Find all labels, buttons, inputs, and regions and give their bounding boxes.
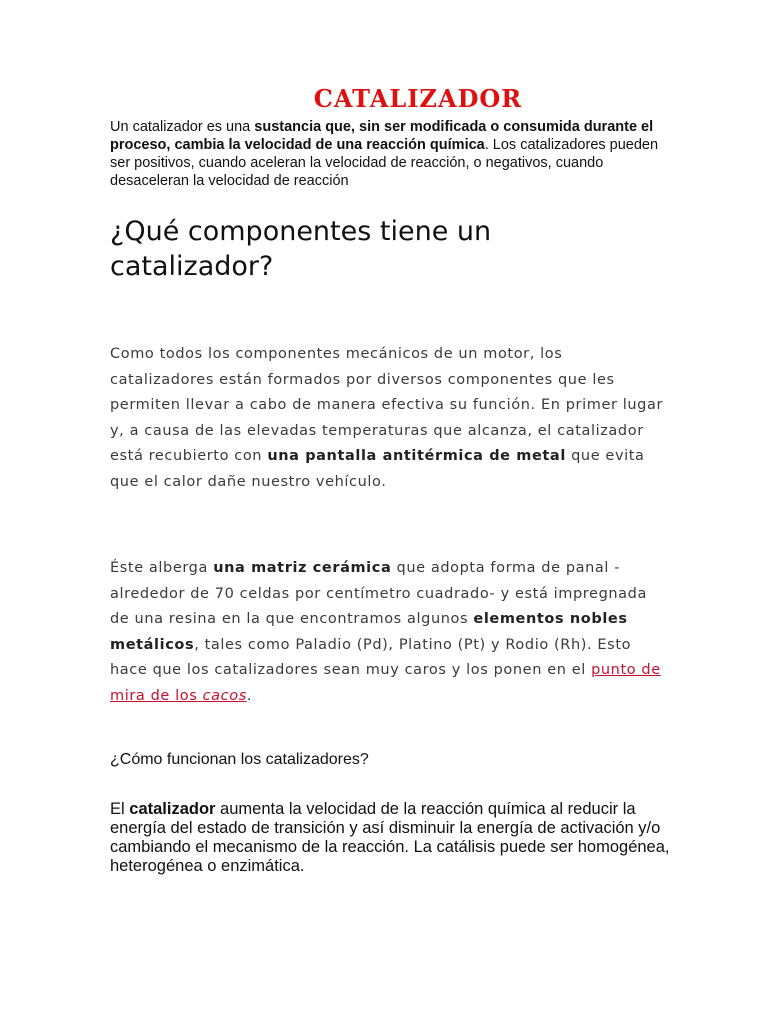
thieves-link-text: punto de mira de los xyxy=(110,662,661,704)
how-it-works-paragraph xyxy=(110,800,670,876)
components-heading: ¿Qué componentes tiene un catalizador? xyxy=(110,216,492,282)
intro-text-1: Un catalizador es una xyxy=(110,119,255,135)
thieves-link-italic: cacos xyxy=(202,687,247,704)
how-it-works-heading: ¿Cómo funcionan los catalizadores? xyxy=(110,751,369,768)
closing-bold-catalyst: catalizador xyxy=(129,800,216,818)
matrix-text-3: , tales como Paladio (Pd), Platino (Pt) y Rodio (Rh). Esto hace que los catalizadores sean muy caros y los ponen en el xyxy=(110,636,632,678)
matrix-bold-ceramic: una matriz cerámica xyxy=(213,560,392,576)
matrix-text-2: que adopta forma de panal -alrededor de 70 celdas por centímetro cuadrado- y está impregnada de una resina en la que encontramos algunos xyxy=(110,560,647,627)
matrix-bold-metals: elementos nobles metálicos xyxy=(110,611,628,653)
document-title: CATALIZADOR xyxy=(313,84,523,113)
intro-bold-definition: sustancia que, sin ser modificada o consumida durante el proceso, cambia la velocidad de una reacción química xyxy=(110,119,654,153)
closing-text-2: aumenta la velocidad de la reacción química al reducir la energía del estado de transición y así disminuir la energía de activación y/o cambiando el mecanismo de la reacción. La catálisis puede ser homogénea, heterogénea o enzimática. xyxy=(110,800,670,875)
intro-paragraph xyxy=(110,118,670,190)
components-paragraph xyxy=(110,342,670,495)
matrix-text-4: . xyxy=(246,687,253,704)
components-text-2: que evita que el calor dañe nuestro vehículo. xyxy=(110,448,645,490)
matrix-paragraph xyxy=(110,556,670,709)
components-text-1: Como todos los componentes mecánicos de un motor, los catalizadores están formados por diversos componentes que les permiten llevar a cabo de manera efectiva su función. En primer lugar y, a causa de las elevadas temperaturas que alcanza, el catalizador está recubierto con xyxy=(110,346,664,464)
matrix-text-1: Éste alberga xyxy=(110,560,214,576)
closing-text-1: El xyxy=(110,800,130,818)
intro-text-2: . Los catalizadores pueden ser positivos, cuando aceleran la velocidad de reacción, o negativos, cuando desaceleran la velocidad de reacción xyxy=(110,137,659,189)
components-bold-shield: una pantalla antitérmica de metal xyxy=(267,448,566,464)
